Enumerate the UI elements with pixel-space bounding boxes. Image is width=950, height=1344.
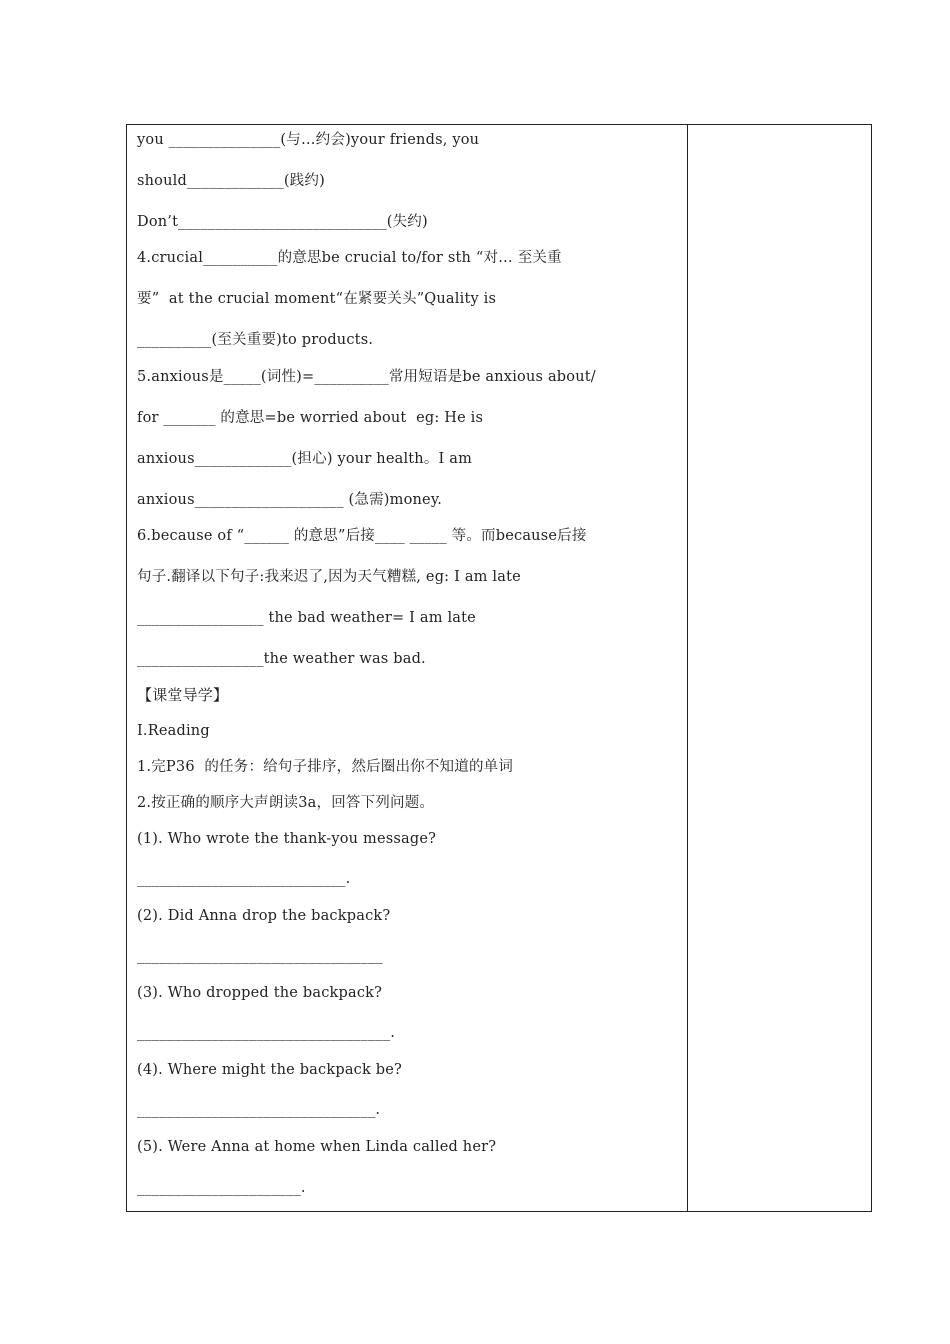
answer-line-1: ____________________________. [137, 871, 351, 887]
text-line: Don’t____________________________(失约) [137, 214, 428, 230]
column-divider [687, 125, 688, 1211]
text-line: __________(至关重要)to products. [137, 332, 374, 348]
answer-line-2: _________________________________ [137, 948, 383, 964]
section-heading: 【课堂导学】 [137, 686, 229, 704]
answer-line-4: ________________________________. [137, 1102, 381, 1118]
text-line: for _______ 的意思=be worried about eg: He is [137, 410, 484, 426]
text-line: should_____________(践约) [137, 173, 325, 189]
question-3: (3). Who dropped the backpack? [137, 985, 383, 1001]
text-line: you _______________(与…约会)your friends, you [137, 132, 480, 148]
text-line: 2.按正确的顺序大声朗读3a，回答下列问题。 [137, 795, 435, 811]
text-line: 1.完P36 的任务：给句子排序，然后圈出你不知道的单词 [137, 759, 514, 775]
text-line: 句子.翻译以下句子:我来迟了,因为天气糟糕, eg: I am late [137, 569, 521, 585]
answer-line-3: __________________________________. [137, 1025, 396, 1041]
question-2: (2). Did Anna drop the backpack? [137, 908, 391, 924]
text-line: 要” at the crucial moment“在紧要关头”Quality is [137, 291, 497, 307]
text-line: _________________the weather was bad. [137, 651, 426, 667]
question-5: (5). Were Anna at home when Linda called her? [137, 1139, 497, 1155]
text-line: I.Reading [137, 723, 210, 739]
text-line: _________________ the bad weather= I am late [137, 610, 476, 626]
text-line: anxious____________________ (急需)money. [137, 492, 443, 508]
question-1: (1). Who wrote the thank-you message? [137, 831, 437, 847]
worksheet-table [126, 124, 872, 1212]
text-line: 6.because of “______ 的意思”后接____ _____ 等。而because后接 [137, 528, 587, 544]
question-4: (4). Where might the backpack be? [137, 1062, 403, 1078]
text-line: 5.anxious是_____(词性)=__________常用短语是be anxious about/ [137, 369, 596, 385]
answer-line-5: ______________________. [137, 1180, 306, 1196]
text-line: anxious_____________(担心) your health。I am [137, 451, 473, 467]
text-line: 4.crucial__________的意思be crucial to/for sth “对… 至关重 [137, 250, 562, 266]
